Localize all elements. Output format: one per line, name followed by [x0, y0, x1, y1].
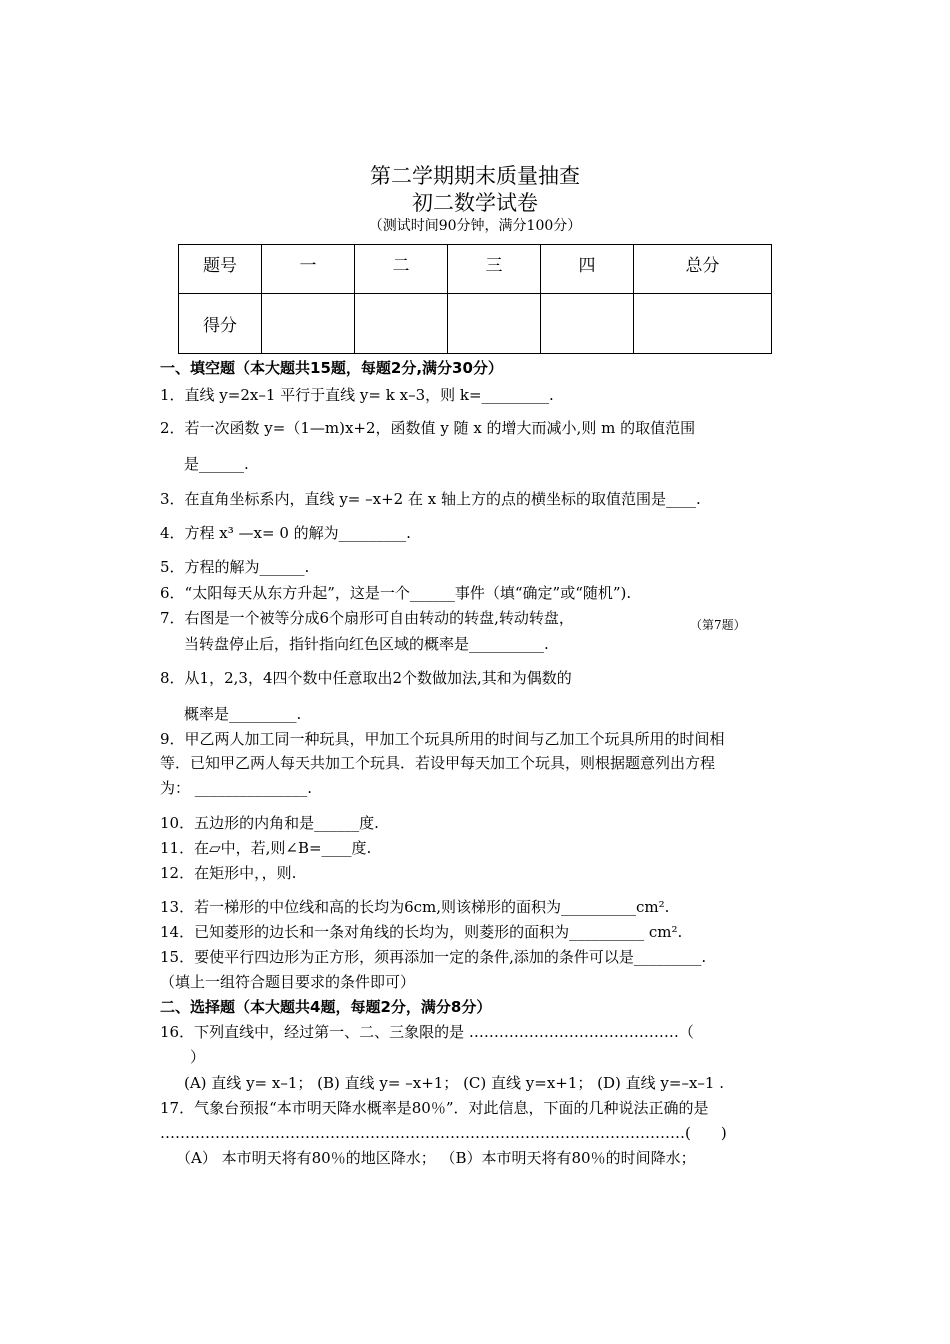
score-cell: [448, 294, 541, 354]
score-header-cell: 一: [262, 245, 355, 294]
score-cell: [634, 294, 772, 354]
section1-heading: 一、填空题（本大题共15题，每题2分,满分30分）: [160, 359, 503, 377]
score-row-label: 得分: [179, 294, 262, 354]
question-11: 11．在▱中，若,则∠B=____度.: [160, 839, 372, 857]
question-15-line2: （填上一组符合题目要求的条件即可）: [160, 973, 416, 991]
question-7-figure-note: （第7题）: [690, 618, 746, 632]
score-table-score-row: [179, 294, 772, 354]
score-header-cell: 二: [355, 245, 448, 294]
question-15-line1: 15．要使平行四边形为正方形，须再添加一定的条件,添加的条件可以是_________.: [160, 948, 707, 966]
question-12: 12．在矩形中，，则.: [160, 864, 297, 882]
exam-title: 第二学期期末质量抽查: [370, 164, 580, 188]
score-table: [178, 244, 772, 354]
score-cell: [262, 294, 355, 354]
question-7-line1: 7．右图是一个被等分成6个扇形可自由转动的转盘,转动转盘，: [160, 609, 574, 627]
question-2-line1: 2．若一次函数 y=（1—m)x+2，函数值 y 随 x 的增大而减小,则 m 的取值范围: [160, 419, 696, 437]
score-cell: [355, 294, 448, 354]
question-8-line2: 概率是_________.: [184, 705, 302, 723]
question-2-line2: 是______.: [184, 455, 249, 473]
score-header-cell: 总分: [634, 245, 772, 294]
question-10: 10．五边形的内角和是______度.: [160, 814, 379, 832]
question-9-line3: 为： _______________.: [160, 779, 313, 797]
question-7-line2: 当转盘停止后，指针指向红色区域的概率是__________.: [184, 635, 549, 653]
question-3: 3．在直角坐标系内，直线 y= –x+2 在 x 轴上方的点的横坐标的取值范围是____.: [160, 490, 701, 508]
question-6: 6．“太阳每天从东方升起”，这是一个______事件（填“确定”或“随机”).: [160, 584, 632, 602]
section2-heading: 二、选择题（本大题共4题，每题2分，满分8分）: [160, 998, 492, 1016]
question-4: 4．方程 x³ —x= 0 的解为_________.: [160, 524, 411, 542]
question-9-line1: 9．甲乙两人加工同一种玩具，甲加工个玩具所用的时间与乙加工个玩具所用的时间相: [160, 730, 725, 748]
question-16-line2: ）: [190, 1048, 206, 1066]
question-17-options: （A） 本市明天将有80％的地区降水； （B）本市明天将有80％的时间降水；: [176, 1149, 696, 1167]
score-header-cell: 三: [448, 245, 541, 294]
question-9-line2: 等．已知甲乙两人每天共加工个玩具．若设甲每天加工个玩具，则根据题意列出方程: [160, 754, 716, 772]
question-1: 1．直线 y=2x–1 平行于直线 y= k x–3，则 k=_________.: [160, 386, 554, 404]
score-header-cell: 四: [541, 245, 634, 294]
score-cell: [541, 294, 634, 354]
question-8-line1: 8．从1，2,3，4四个数中任意取出2个数做加法,其和为偶数的: [160, 669, 572, 687]
score-table-header-row: [179, 245, 772, 294]
question-5: 5．方程的解为______.: [160, 558, 310, 576]
question-14: 14．已知菱形的边长和一条对角线的长均为，则菱形的面积为__________ cm².: [160, 923, 683, 941]
score-header-cell: 题号: [179, 245, 262, 294]
question-16-options: (A) 直线 y= x–1； (B) 直线 y= –x+1； (C) 直线 y=x+1； (D) 直线 y=–x–1 .: [184, 1074, 725, 1092]
question-13: 13．若一梯形的中位线和高的长均为6cm,则该梯形的面积为__________cm².: [160, 898, 670, 916]
question-17-line2: ……………………………………………………………………………………………( ): [160, 1124, 727, 1142]
question-17-line1: 17．气象台预报“本市明天降水概率是80％”．对此信息，下面的几种说法正确的是: [160, 1099, 709, 1117]
question-16-line1: 16．下列直线中，经过第一、二、三象限的是 ……………………………………（: [160, 1023, 694, 1041]
exam-time-note: （测试时间90分钟，满分100分）: [368, 218, 582, 234]
exam-subtitle-grade: 初二数学试卷: [412, 191, 538, 215]
